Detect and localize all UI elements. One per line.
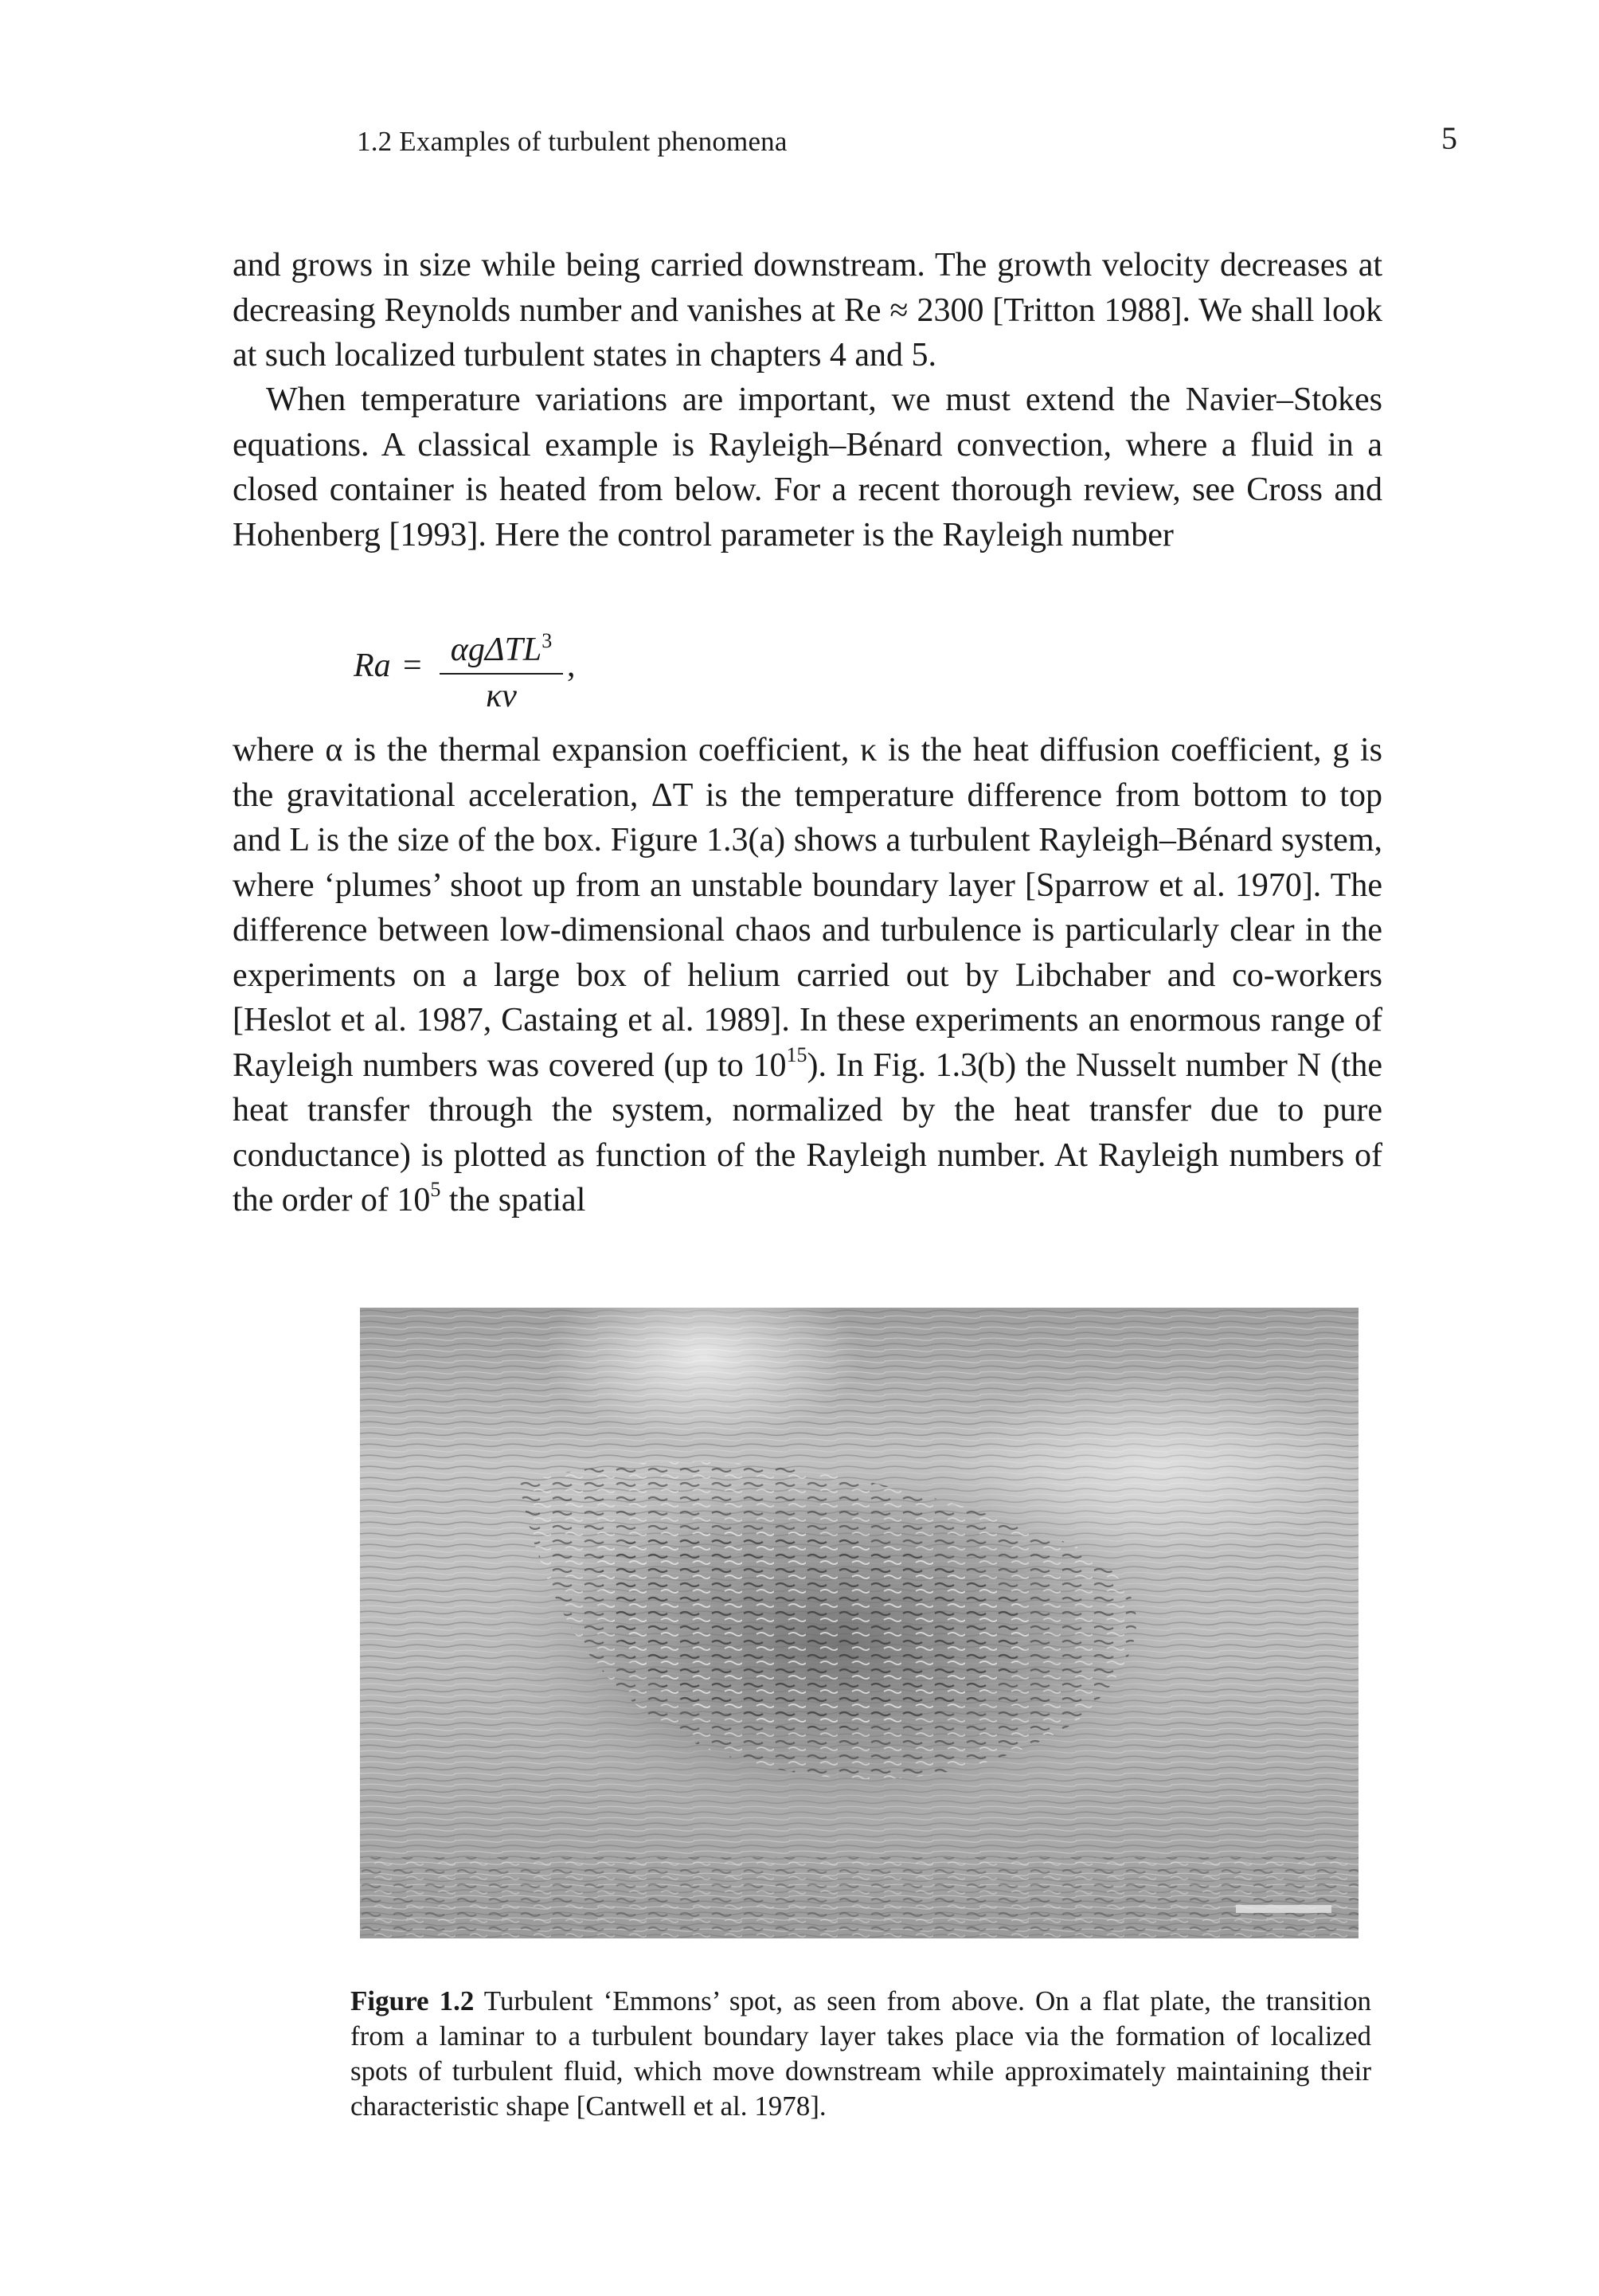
equation-numerator-base: αgΔTL	[450, 632, 542, 668]
figure-label: Figure 1.2	[350, 1985, 475, 2016]
exponent-15: 15	[786, 1042, 807, 1066]
paragraph-1	[233, 243, 1382, 378]
paragraph-3-part-b: ). In Fig. 1.3(b) the Nusselt number N (the heat transfer through the system, normalized by the heat transfer due to pure conductance) is plotted as function of the Rayleigh number. At Rayleigh numbers of the order of 10	[233, 1046, 1382, 1218]
equation-equals: =	[403, 647, 422, 684]
equation-comma: ,	[567, 647, 576, 684]
equation-numerator	[440, 621, 563, 670]
page-number: 5	[1441, 120, 1457, 156]
paragraph-3-text	[233, 728, 1382, 1223]
paragraph-2	[233, 377, 1382, 557]
figure-caption-text: Turbulent ‘Emmons’ spot, as seen from above. On a flat plate, the transition from a laminar to a turbulent boundary layer takes place via the formation of localized spots of turbulent fluid, which move downstream while approximately maintaining their characteristic shape [Cantwell et al. 1978].	[350, 1985, 1371, 2122]
paragraph-2-text: When temperature variations are important, we must extend the Navier–Stokes equations. A classical example is Rayleigh–Bénard convection, where a fluid in a closed container is heated from below. For a recent thorough review, see Cross and Hohenberg [1993]. Here the control parameter is the Rayleigh number	[233, 381, 1382, 553]
equation-lhs: Ra	[354, 647, 391, 684]
equation-fraction	[440, 621, 563, 714]
paragraph-1-text: and grows in size while being carried downstream. The growth velocity decreases at decreasing Reynolds number and vanishes at Re ≈ 2300 [Tritton 1988]. We shall look at such localized turbulent states in chapters 4 and 5.	[233, 247, 1382, 374]
rayleigh-number-equation	[354, 621, 672, 717]
running-head: 1.2 Examples of turbulent phenomena	[357, 126, 788, 157]
equation-denominator: κν	[486, 678, 517, 714]
exponent-5: 5	[430, 1178, 441, 1201]
figure-caption	[350, 1984, 1371, 2124]
paragraph-3-part-a: where α is the thermal expansion coefficient, κ is the heat diffusion coefficient, g is the gravitational acceleration, ΔT is the temperature difference from bottom to top and L is the size of the box. Figure 1.3(a) shows a turbulent Rayleigh–Bénard system, where ‘plumes’ shoot up from an unstable boundary layer [Sparrow et al. 1970]. The difference between low-dimensional chaos and turbulence is particularly clear in the experiments on a large box of helium carried out by Libchaber and co-workers [Heslot et al. 1987, Castaing et al. 1989]. In these experiments an enormous range of Rayleigh numbers was covered (up to 10	[233, 732, 1382, 1084]
turbulent-spot-illustration	[360, 1308, 1359, 1938]
equation-numerator-exponent: 3	[541, 629, 553, 652]
paragraph-3	[233, 728, 1382, 1223]
fraction-bar	[440, 673, 563, 675]
emmons-spot-photograph	[360, 1308, 1359, 1938]
paragraph-3-part-c: the spatial	[440, 1182, 586, 1218]
